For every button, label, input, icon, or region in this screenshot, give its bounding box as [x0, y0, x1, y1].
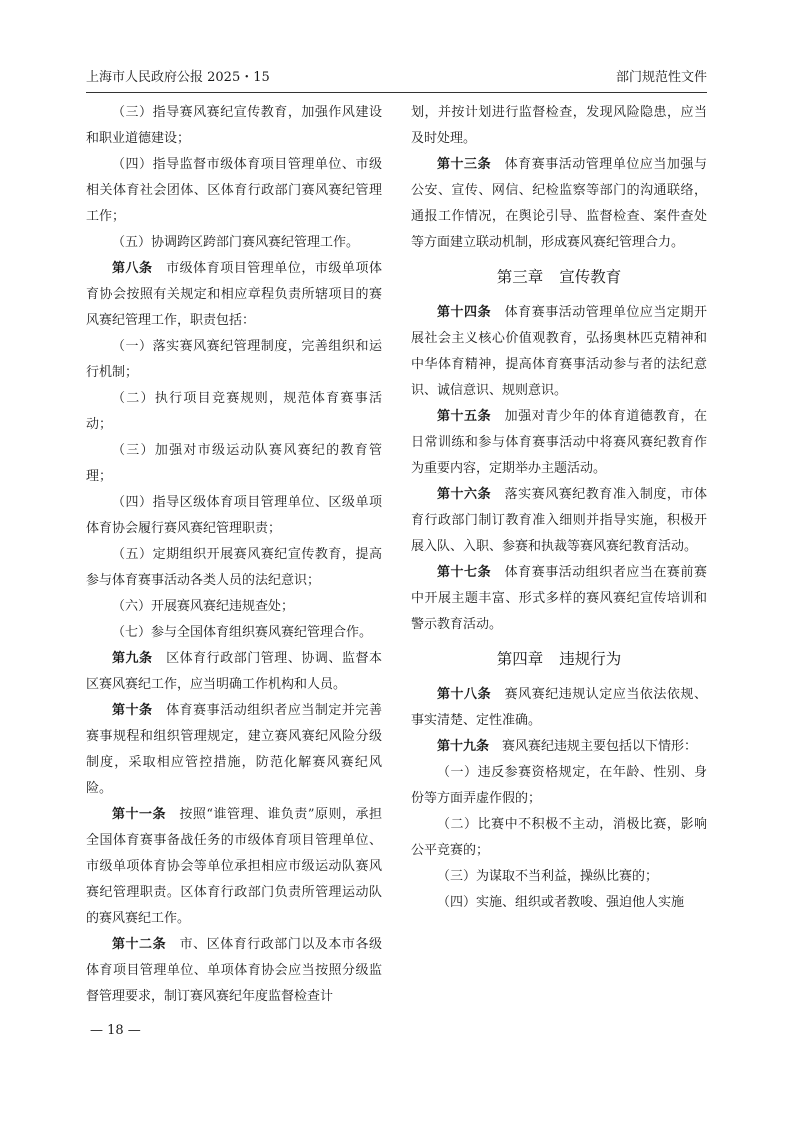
article-13 — [411, 152, 707, 256]
article-12 — [86, 932, 382, 1010]
chapter-name: 违规行为 — [559, 650, 622, 668]
article-text: 市、区体育行政部门以及本市各级体育项目管理单位、单项体育协会应当按照分级监督管理要求，制订赛风赛纪年度监督检查计 — [86, 937, 382, 1004]
article-text: 体育赛事活动组织者应当在赛前赛中开展主题丰富、形式多样的赛风赛纪宣传培训和警示教育活动。 — [411, 565, 707, 632]
article-title: 第十六条 — [437, 487, 492, 502]
article-title: 第九条 — [112, 651, 153, 666]
article-18 — [411, 682, 707, 734]
right-column — [411, 100, 707, 916]
header-rule — [86, 92, 707, 93]
article-17 — [411, 560, 707, 638]
list-item: （五）定期组织开展赛风赛纪宣传教育，提高参与体育赛事活动各类人员的法纪意识； — [86, 547, 382, 588]
chapter-heading — [411, 264, 707, 290]
chapter-number: 第四章 — [496, 650, 544, 668]
paragraph-continued: 划，并按计划进行监督检查，发现风险隐患，应当及时处理。 — [411, 105, 707, 146]
article-9 — [86, 646, 382, 698]
chapter-name: 宣传教育 — [559, 268, 622, 286]
article-8 — [86, 256, 382, 334]
list-item: （二）执行项目竞赛规则，规范体育赛事活动； — [86, 391, 382, 432]
list-item: （四）实施、组织或者教唆、强迫他人实施 — [437, 895, 685, 910]
article-text: 体育赛事活动管理单位应当加强与公安、宣传、网信、纪检监察等部门的沟通联络，通报工作情况，在舆论引导、监督检查、案件查处等方面建立联动机制，形成赛风赛纪管理合力。 — [411, 157, 707, 250]
paragraph: （三）指导赛风赛纪宣传教育，加强作风建设和职业道德建设； — [86, 105, 382, 146]
list-item: （六）开展赛风赛纪违规查处； — [112, 599, 295, 614]
article-title: 第十八条 — [437, 687, 492, 702]
article-text: 按照“谁管理、谁负责”原则，承担全国体育赛事备战任务的市级体育项目管理单位、市级单项体育协会等单位承担相应市级运动队赛风赛纪管理职责。区体育行政部门负责所管理运动队的赛风赛纪工作。 — [86, 807, 382, 926]
article-15 — [411, 404, 707, 482]
running-header — [86, 68, 707, 88]
article-text: 体育赛事活动管理单位应当定期开展社会主义核心价值观教育，弘扬奥林匹克精神和中华体育精神，提高体育赛事活动参与者的法纪意识、诚信意识、规则意识。 — [411, 305, 707, 398]
article-11 — [86, 802, 382, 932]
article-title: 第十四条 — [437, 305, 492, 320]
list-item: （一）落实赛风赛纪管理制度，完善组织和运行机制； — [86, 339, 382, 380]
article-title: 第十七条 — [437, 565, 492, 580]
article-title: 第十条 — [112, 703, 153, 718]
article-title: 第十九条 — [437, 739, 490, 754]
article-title: 第十五条 — [437, 409, 492, 424]
article-text: 加强对青少年的体育道德教育，在日常训练和参与体育赛事活动中将赛风赛纪教育作为重要内容，定期举办主题活动。 — [411, 409, 707, 476]
chapter-heading — [411, 646, 707, 672]
article-14 — [411, 300, 707, 404]
article-text: 体育赛事活动组织者应当制定并完善赛事规程和组织管理规定，建立赛风赛纪风险分级制度，采取相应管控措施，防范化解赛风赛纪风险。 — [86, 703, 382, 796]
paragraph: （五）协调跨区跨部门赛风赛纪管理工作。 — [112, 235, 360, 250]
article-title: 第十三条 — [437, 157, 492, 172]
chapter-number: 第三章 — [496, 268, 544, 286]
page-number: — 18 — — [90, 1023, 141, 1038]
list-item: （四）指导区级体育项目管理单位、区级单项体育协会履行赛风赛纪管理职责； — [86, 495, 382, 536]
left-column — [86, 100, 382, 1010]
list-item: （七）参与全国体育组织赛风赛纪管理合作。 — [112, 625, 373, 640]
list-item: （三）加强对市级运动队赛风赛纪的教育管理； — [86, 443, 382, 484]
article-text: 赛风赛纪违规主要包括以下情形： — [502, 739, 698, 754]
article-text: 赛风赛纪违规认定应当依法依规、事实清楚、定性准确。 — [411, 687, 707, 728]
publication-title: 上海市人民政府公报 2025・15 — [86, 70, 270, 85]
paragraph: （四）指导监督市级体育项目管理单位、市级相关体育社会团体、区体育行政部门赛风赛纪管理工作； — [86, 157, 382, 224]
article-title: 第十一条 — [112, 807, 166, 822]
section-title: 部门规范性文件 — [615, 70, 707, 85]
list-item: （三）为谋取不当利益，操纵比赛的； — [437, 869, 659, 884]
article-title: 第十二条 — [112, 937, 167, 952]
list-item: （二）比赛中不积极不主动，消极比赛，影响公平竞赛的； — [411, 817, 707, 858]
article-text: 落实赛风赛纪教育准入制度，市体育行政部门制订教育准入细则并指导实施，积极开展入队、入职、参赛和执裁等赛风赛纪教育活动。 — [411, 487, 707, 554]
article-10 — [86, 698, 382, 802]
article-19 — [411, 734, 707, 760]
article-16 — [411, 482, 707, 560]
article-text: 市级体育项目管理单位，市级单项体育协会按照有关规定和相应章程负责所辖项目的赛风赛纪管理工作，职责包括： — [86, 261, 382, 328]
article-title: 第八条 — [112, 261, 153, 276]
list-item: （一）违反参赛资格规定，在年龄、性别、身份等方面弄虚作假的； — [411, 765, 707, 806]
article-text: 区体育行政部门管理、协调、监督本区赛风赛纪工作，应当明确工作机构和人员。 — [86, 651, 382, 692]
